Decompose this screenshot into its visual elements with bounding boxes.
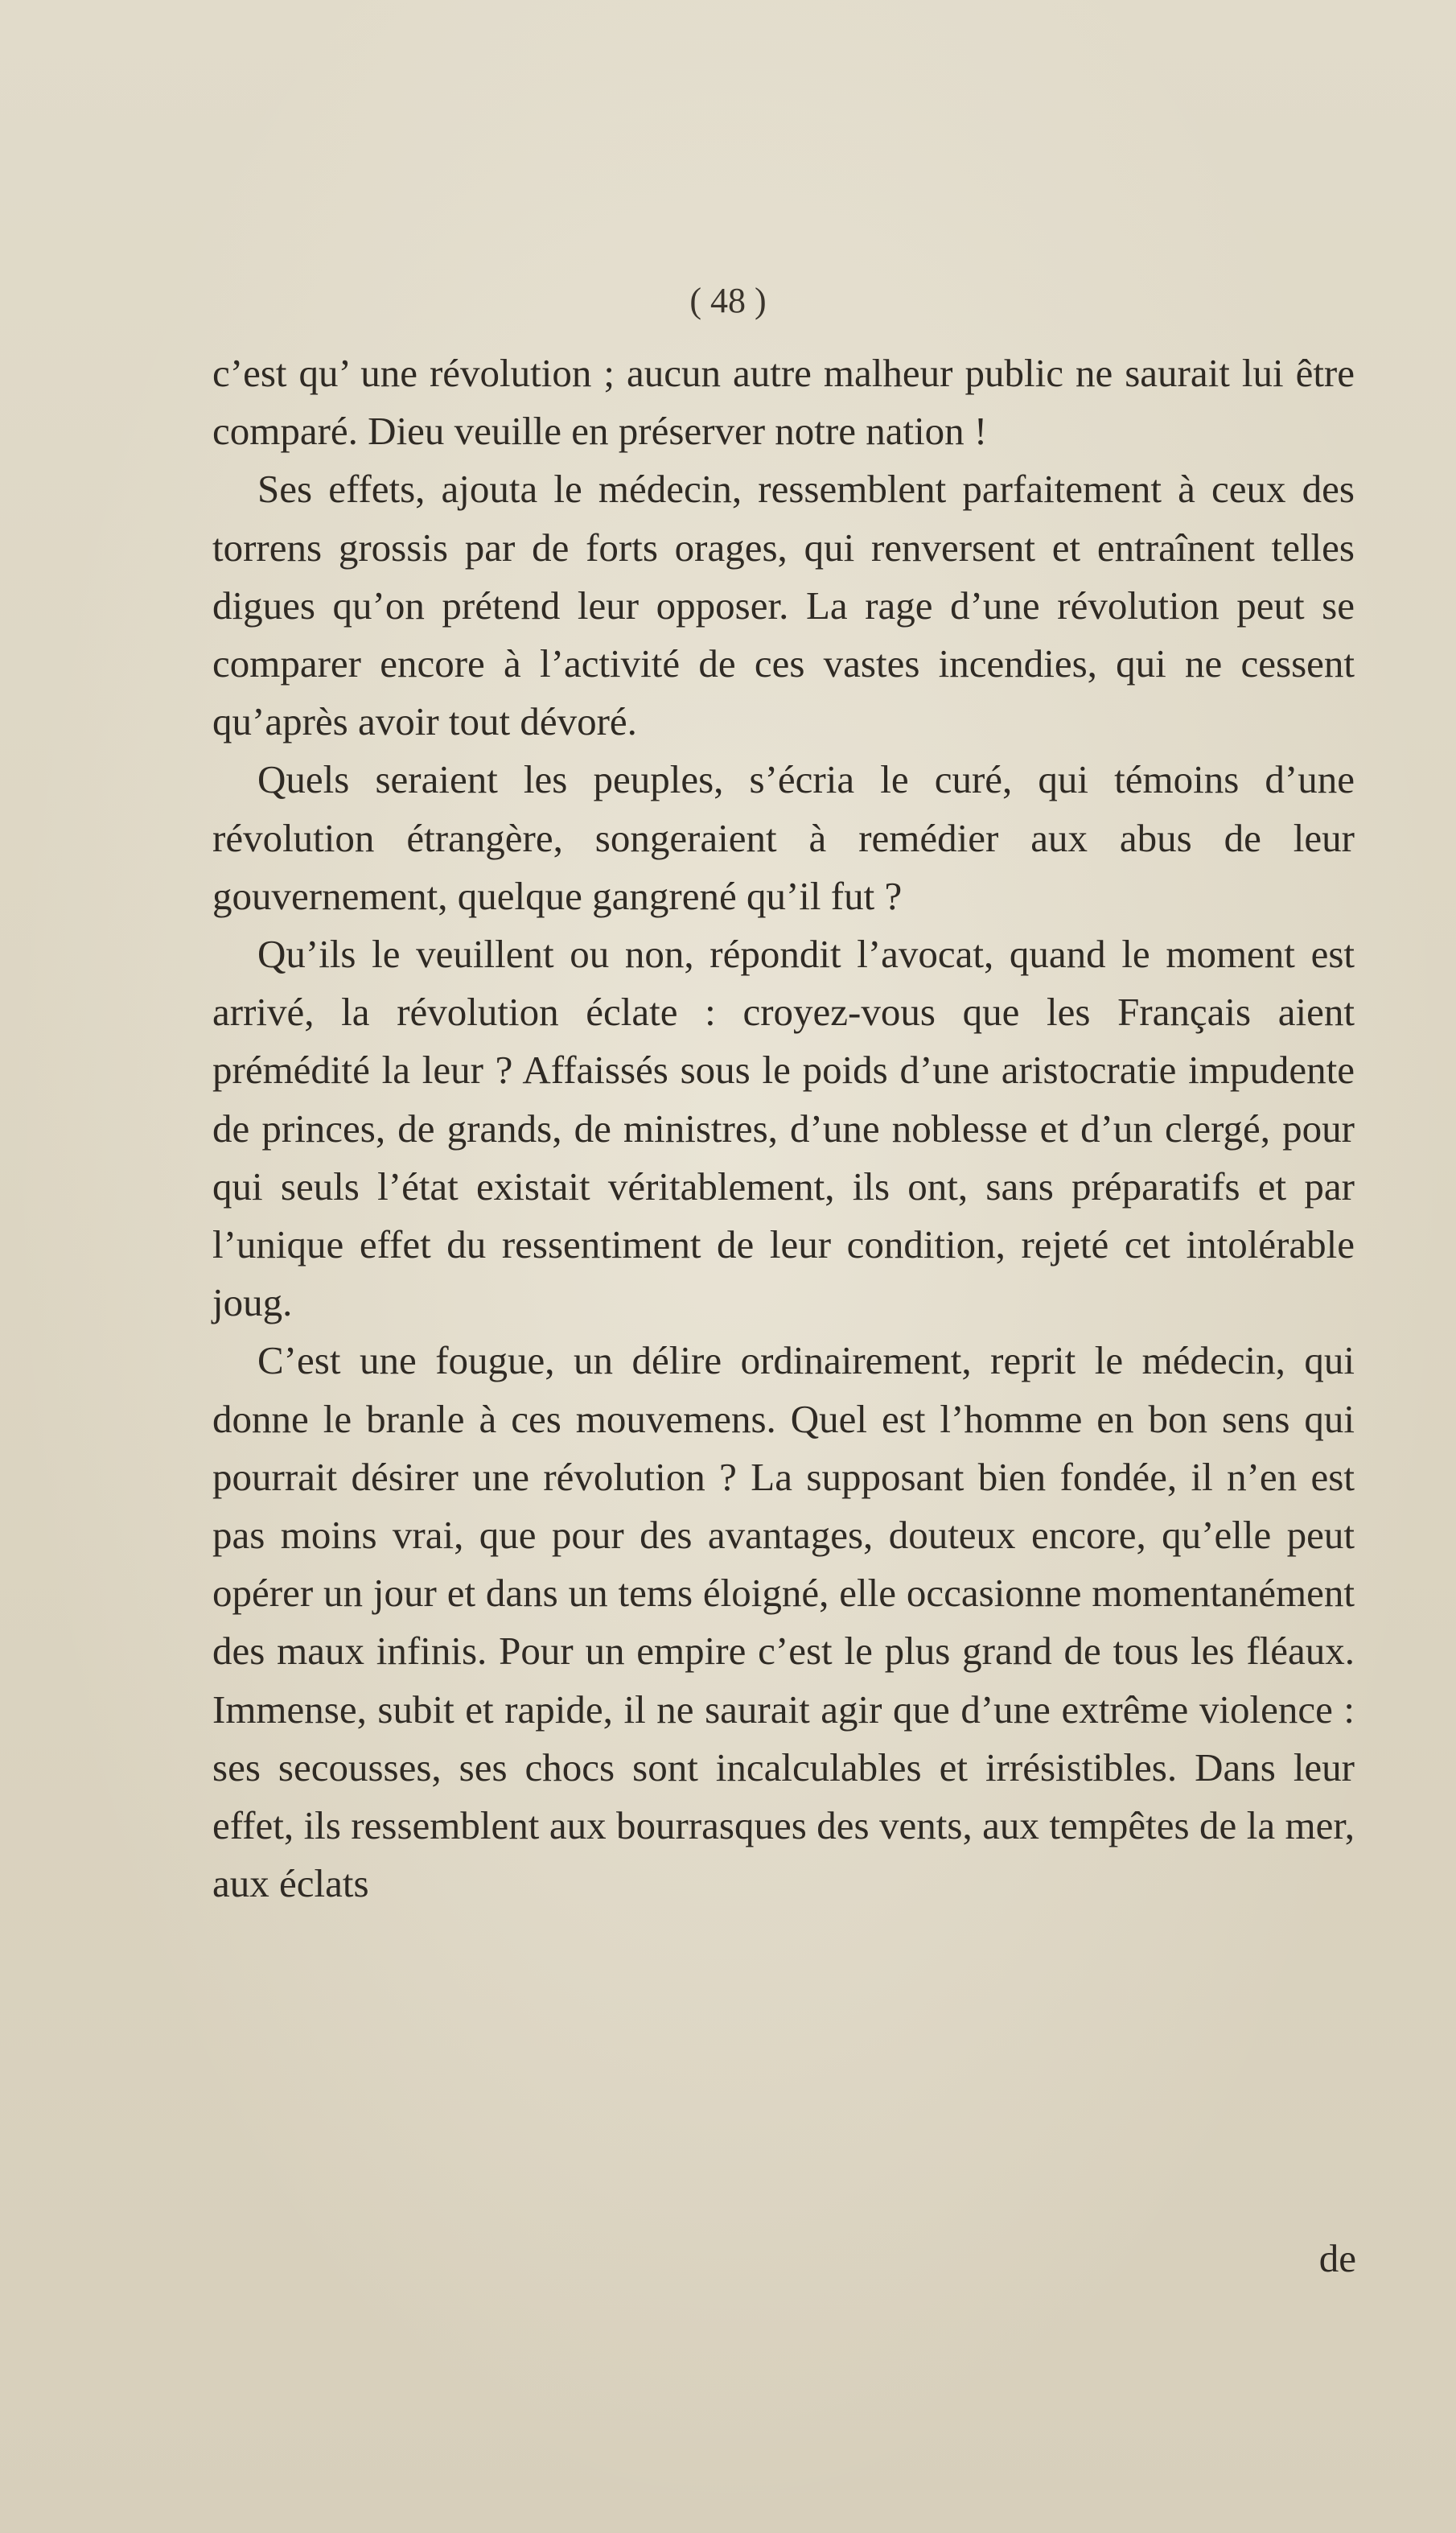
paragraph: Qu’ils le veuillent ou non, répondit l’avocat, quand le moment est arrivé, la révolution éclate : croyez-vous que les Français aient prémédité la leur ? Affaissés sous le poids d’une aristocratie impudente de princes, de grands, de ministres, d’une noblesse et d’un clergé, pour qui seuls l’état existait véritablement, ils ont, sans préparatifs et par l’unique effet du ressentiment de leur condition, rejeté cet intolérable joug. [212,932,1355,1325]
paragraph: Ses effets, ajouta le médecin, ressemblent parfaitement à ceux des torrens grossis par de forts orages, qui renversent et entraînent telles digues qu’on prétend leur opposer. La rage d’une révolution peut se comparer encore à l’activité de ces vastes incendies, qui ne cessent qu’après avoir tout dévoré. [212,467,1355,744]
page-number: ( 48 ) [689,281,767,320]
paragraph: C’est une fougue, un délire ordinairement, reprit le médecin, qui donne le branle à ces mouvemens. Quel est l’homme en bon sens qui pourrait désirer une révolution ? La supposant bien fondée, il n’en est pas moins vrai, que pour des avantages, douteux encore, qu’elle peut opérer un jour et dans un tems éloigné, elle occasionne momentanément des maux infinis. Pour un empire c’est le plus grand de tous les fléaux. Immense, subit et rapide, il ne saurait agir que d’une extrême violence : ses secousses, ses chocs sont incalculables et irrésistibles. Dans leur effet, ils ressemblent aux bourrasques des vents, aux tempêtes de la mer, aux éclats [212,1338,1355,1906]
paragraph: Quels seraient les peuples, s’écria le curé, qui témoins d’une révolution étrangère, songeraient à remédier aux abus de leur gouvernement, quelque gangrené qu’il fut ? [212,757,1355,918]
body-text [212,344,1355,1913]
paragraph: c’est qu’ une révolution ; aucun autre malheur public ne saurait lui être comparé. Dieu veuille en préserver notre nation ! [212,351,1355,454]
catchword: de [1318,2236,1356,2280]
